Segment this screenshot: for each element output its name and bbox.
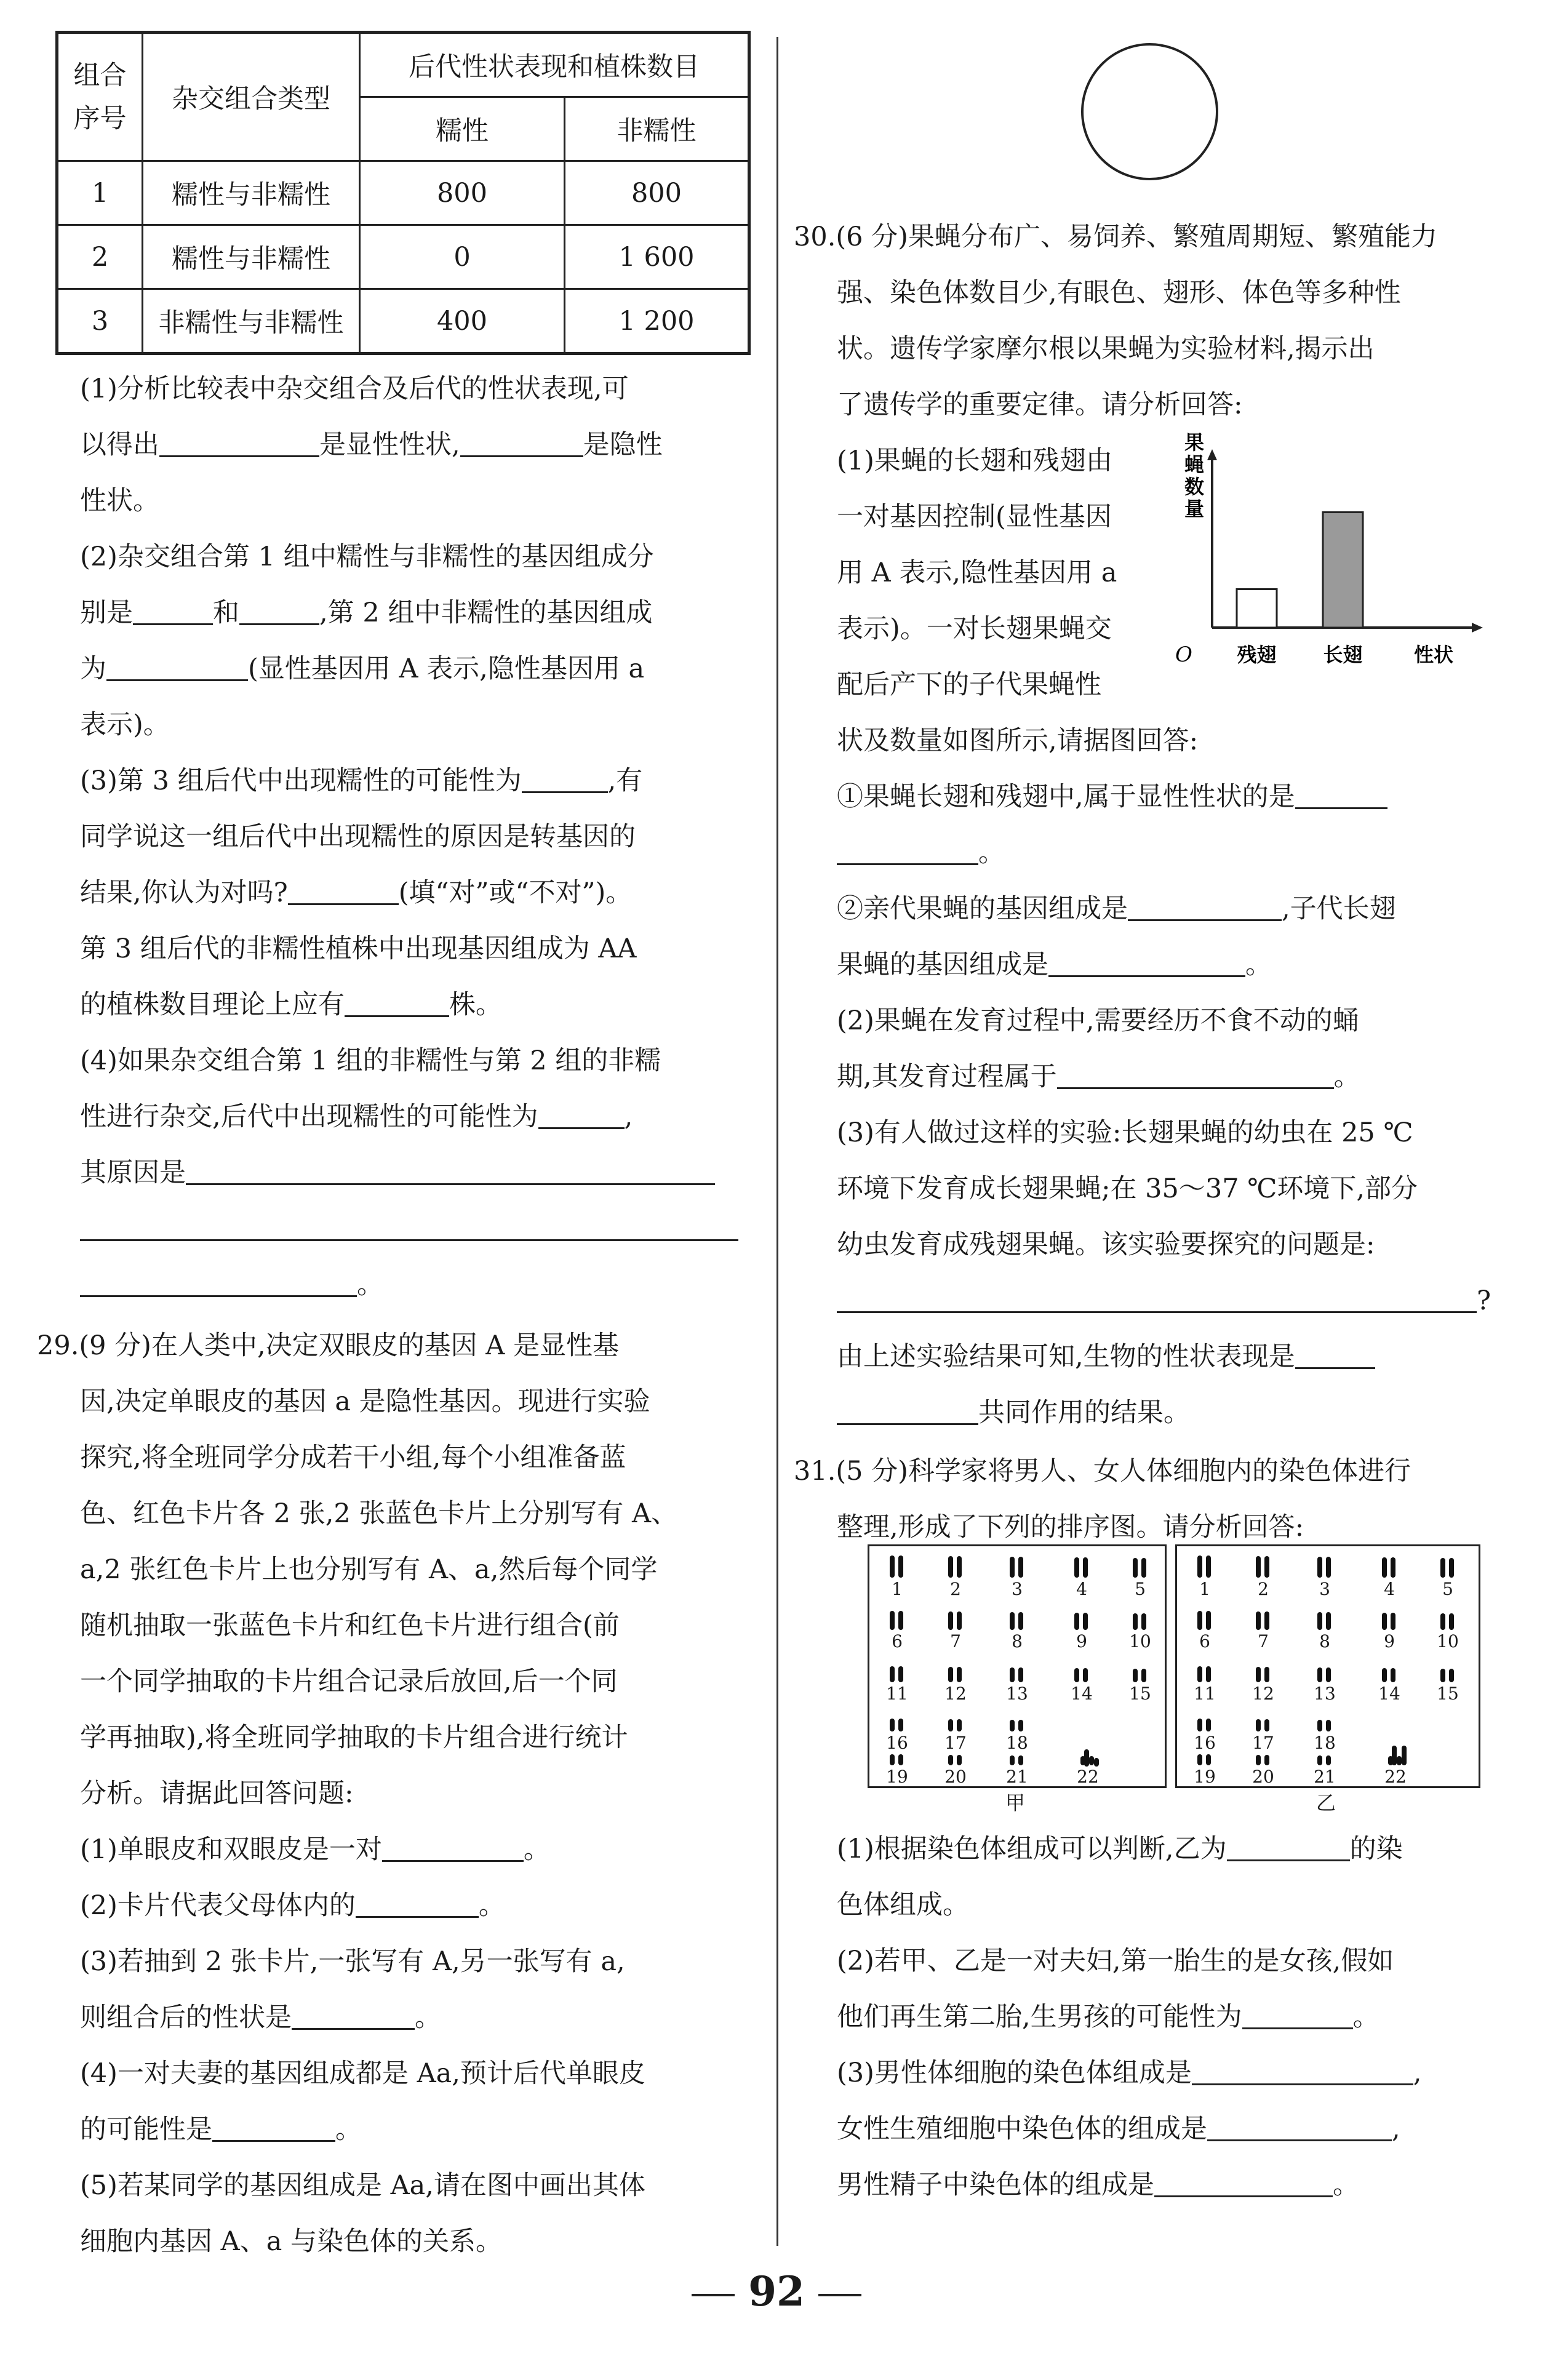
answer-blank[interactable]: [345, 991, 449, 1017]
chromosome-pair: [1252, 1660, 1277, 1685]
y-axis-label: 果: [1184, 431, 1205, 454]
answer-blank[interactable]: [133, 599, 213, 625]
table-row: 2 糯性与非糯性 0 1 600: [57, 225, 749, 289]
karyotype-label-left: 甲: [1005, 1791, 1025, 1815]
sex-chromosomes: [1082, 1749, 1106, 1768]
chromosome-number: 3: [1319, 1579, 1330, 1599]
question-29: 29.(9 分)在人类中,决定双眼皮的基因 A 是显性基 因,决定单眼皮的基因 a 是隐性基因。现进行实验 探究,将全班同学分成若干小组,每个小组准备蓝 色、红色卡片各 2 张,2 张蓝色卡片上分别写有 A、 a,2 张红色卡片上也分别写有 A、a,然后每个同学 随机抽取一张蓝色卡片和红色卡片进行组合(前 一个同学抽取的卡片组合记录后放回,后一个同 学再抽取),将全班同学抽取的卡片组合进行统计 分析。请据此回答问题: (1)单眼皮和双眼皮是一对 。 (2)卡片代表父母体内的 。 (3)若抽到 2 张卡片,一张写有 A,另一张写有 a, 则组合后的性状是 。 (4)一对夫妻的基因组成都是 Aa,预计后代单眼皮 的可能性是 。 (5)若某同学的基因组成是 Aa,请在图中画出其体 细胞内基因 A、a 与染色体的关系。: [37, 1330, 678, 2257]
chromosome-pair: [1378, 1555, 1403, 1580]
answer-blank[interactable]: [1207, 2115, 1392, 2141]
y-axis-arrow: [1207, 449, 1217, 460]
chromosome-pair: [944, 1743, 969, 1768]
chromosome-number: 13: [1314, 1683, 1336, 1704]
column-divider: [777, 37, 778, 2246]
chromosome-pair: [1437, 1608, 1461, 1632]
chromosome-number: 12: [944, 1683, 967, 1704]
chromosome-number: 14: [1378, 1683, 1400, 1704]
chromosome-pair: [944, 1555, 969, 1580]
table-row: 3 非糯性与非糯性 400 1 200: [57, 289, 749, 354]
chromosome-number: 3: [1012, 1579, 1023, 1599]
chromosome-pair: [1071, 1660, 1095, 1685]
chromosome-pair: [1006, 1608, 1031, 1632]
chromosome-number: 8: [1012, 1631, 1023, 1651]
chromosome-number: 21: [1006, 1767, 1028, 1787]
table-header-type: 杂交组合类型: [143, 33, 360, 161]
answer-blank[interactable]: [288, 879, 399, 905]
question-31: (1)根据染色体组成可以判断,乙为 的染 色体组成。 (2)若甲、乙是一对夫妇,第一胎生的是女孩,假如 他们再生第二胎,生男孩的可能性为 。 (3)男性体细胞的染色体组成是 , 女性生殖细胞中染色体的组成是 , 男性精子中染色体的组成是 。: [837, 1834, 1422, 2200]
chromosome-pair: [1252, 1608, 1277, 1632]
chromosome-pair: [1252, 1743, 1277, 1768]
answer-blank[interactable]: [1295, 783, 1387, 809]
y-axis-label: 蝇: [1184, 453, 1205, 476]
chromosome-number: 15: [1129, 1683, 1151, 1704]
genetics-table: [55, 31, 751, 355]
page-number: 92: [748, 2267, 805, 2315]
chromosome-number: 7: [1258, 1631, 1269, 1651]
answer-blank[interactable]: [1227, 1835, 1350, 1861]
y-axis-label: 量: [1184, 497, 1205, 521]
chromosome-pair: [1194, 1660, 1218, 1685]
chromosome-number: 5: [1442, 1579, 1453, 1599]
question-30: 30.(6 分)果蝇分布广、易饲养、繁殖周期短、繁殖能力 强、染色体数目少,有眼色、翅形、体色等多种性 状。遗传学家摩尔根以果蝇为实验材料,揭示出 了遗传学的重要定律。请分析回答: (1)果蝇的长翅和残翅由 一对基因控制(显性基因 用 A 表示,隐性基因用 a 表示)。一对长翅果蝇交 配后产下的子代果蝇性 状及数量如图所示,请据图回答: ①果蝇长翅和残翅中,属于显性性状的是 。 ②亲代果蝇的基因组成是 ,子代长翅 果蝇的基因组成是 。 (2)果蝇在发育过程中,需要经历不食不动的蛹 期,其发育过程属于 。 (3)有人做过这样的实验:长翅果蝇的幼虫在 25 ℃ 环境下发育成长翅果蝇;在 35～37 ℃环境下,部分 幼虫发育成残翅果蝇。该实验要探究的问题是: ? 由上述实验结果可知,生物的性状表现是 共同作用的结果。 31.(5 分)科学家将男人、女人体细胞内的染色体进行 整理,形成了下列的排序图。请分析回答:: [794, 222, 1491, 1543]
chromosome-number: 1: [1199, 1579, 1210, 1599]
chromosome-pair: [1129, 1660, 1154, 1685]
table-header-glutinous: 糯性: [360, 97, 565, 161]
karyotype-label-right: 乙: [1315, 1791, 1336, 1815]
answer-blank[interactable]: [460, 431, 583, 457]
answer-blank[interactable]: [382, 1835, 524, 1862]
chromosome-number: 9: [1384, 1631, 1395, 1651]
chromosome-pair: [1006, 1743, 1031, 1768]
chromosome-pair: [1194, 1709, 1218, 1734]
chromosome-pair: [1314, 1555, 1338, 1580]
chromosome-number: 10: [1129, 1631, 1151, 1651]
table-header-non: 非糯性: [565, 97, 749, 161]
answer-blank[interactable]: [837, 839, 978, 865]
chromosome-pair: [1006, 1660, 1031, 1685]
answer-blank[interactable]: [1057, 1063, 1334, 1089]
bar-long: [1323, 513, 1363, 628]
answer-blank[interactable]: [292, 2003, 415, 2030]
chromosome-number: 13: [1006, 1683, 1028, 1704]
origin-label: O: [1175, 642, 1192, 667]
footer-dash: [692, 2294, 735, 2296]
x-axis-arrow: [1472, 623, 1483, 633]
answer-blank[interactable]: [1242, 2003, 1353, 2029]
chromosome-number: 8: [1319, 1631, 1330, 1651]
chromosome-number: 16: [1194, 1733, 1216, 1753]
chromosome-pair: [1071, 1608, 1095, 1632]
answer-blank[interactable]: [80, 1271, 357, 1297]
chromosome-pair: [1314, 1608, 1338, 1632]
answer-blank[interactable]: [356, 1891, 479, 1918]
answer-blank[interactable]: [837, 1287, 1477, 1313]
chromosome-number: 20: [944, 1767, 967, 1787]
x-axis-label: 性状: [1413, 643, 1454, 666]
table-header-group: 组合 序号: [57, 33, 143, 161]
answer-blank[interactable]: [522, 767, 608, 793]
chromosome-pair: [1006, 1709, 1031, 1734]
answer-blank[interactable]: [239, 599, 319, 625]
chromosome-number: 14: [1071, 1683, 1093, 1704]
karyotype-male: [868, 1544, 1167, 1788]
answer-blank[interactable]: [159, 431, 319, 457]
karyotype-female: [1175, 1544, 1480, 1788]
answer-blank[interactable]: [1128, 895, 1282, 921]
answer-blank[interactable]: [1048, 951, 1245, 977]
y-axis-label: 数: [1184, 475, 1205, 498]
answer-blank[interactable]: [837, 1399, 978, 1425]
chromosome-number: 7: [950, 1631, 961, 1651]
chromosome-number: 2: [950, 1579, 961, 1599]
cell-circle-drawing-area[interactable]: [1081, 43, 1218, 180]
chromosome-number: 6: [1199, 1631, 1210, 1651]
chromosome-pair: [1437, 1555, 1461, 1580]
answer-blank[interactable]: [186, 1159, 715, 1185]
chromosome-pair: [1252, 1555, 1277, 1580]
chromosome-pair: [1378, 1660, 1403, 1685]
chromosome-number: 1: [892, 1579, 903, 1599]
chromosome-number: 16: [886, 1733, 908, 1753]
chromosome-pair: [886, 1660, 911, 1685]
chromosome-pair: [886, 1743, 911, 1768]
chromosome-number: 9: [1076, 1631, 1087, 1651]
chromosome-number: 18: [1006, 1733, 1028, 1753]
chromosome-pair: [1129, 1608, 1154, 1632]
chromosome-number: 22: [1077, 1767, 1099, 1787]
chromosome-number: 17: [1252, 1733, 1274, 1753]
wing-bar-chart: [1169, 431, 1489, 714]
chromosome-number: 5: [1135, 1579, 1146, 1599]
chromosome-number: 4: [1384, 1579, 1395, 1599]
chromosome-number: 2: [1258, 1579, 1269, 1599]
table-row: 1 糯性与非糯性 800 800: [57, 161, 749, 225]
chromosome-pair: [1194, 1743, 1218, 1768]
table-header-offspring: 后代性状表现和植株数目: [360, 33, 749, 97]
sex-chromosomes: [1389, 1743, 1414, 1768]
chromosome-number: 4: [1076, 1579, 1087, 1599]
chromosome-number: 15: [1437, 1683, 1459, 1704]
chromosome-pair: [944, 1660, 969, 1685]
chromosome-pair: [1194, 1555, 1218, 1580]
chromosome-pair: [1314, 1660, 1338, 1685]
chromosome-number: 18: [1314, 1733, 1336, 1753]
answer-blank[interactable]: [212, 2115, 335, 2142]
chromosome-number: 22: [1384, 1767, 1407, 1787]
chromosome-pair: [1129, 1555, 1154, 1580]
footer-dash: [818, 2294, 861, 2296]
chromosome-number: 12: [1252, 1683, 1274, 1704]
chromosome-number: 17: [944, 1733, 967, 1753]
page-footer: [0, 2267, 1553, 2315]
chromosome-pair: [1437, 1660, 1461, 1685]
chromosome-number: 11: [886, 1683, 908, 1704]
chromosome-number: 10: [1437, 1631, 1459, 1651]
chromosome-pair: [1252, 1709, 1277, 1734]
answer-blank[interactable]: [1154, 2171, 1333, 2197]
bar-vestigial: [1237, 589, 1277, 628]
chromosome-pair: [1378, 1608, 1403, 1632]
answer-blank[interactable]: [1192, 2059, 1413, 2085]
left-column: [37, 31, 754, 2270]
chromosome-pair: [1194, 1608, 1218, 1632]
chromosome-pair: [1006, 1555, 1031, 1580]
answer-blank[interactable]: [1295, 1343, 1375, 1369]
chromosome-number: 20: [1252, 1767, 1274, 1787]
x-tick-label: 长翅: [1323, 643, 1363, 666]
chromosome-pair: [1071, 1555, 1095, 1580]
answer-blank[interactable]: [80, 1215, 738, 1241]
chromosome-number: 11: [1194, 1683, 1216, 1704]
chromosome-number: 6: [892, 1631, 903, 1651]
chromosome-pair: [944, 1709, 969, 1734]
answer-blank[interactable]: [106, 655, 248, 681]
chromosome-pair: [886, 1709, 911, 1734]
chromosome-pair: [1314, 1709, 1338, 1734]
chromosome-number: 19: [886, 1767, 908, 1787]
chromosome-pair: [1314, 1743, 1338, 1768]
chromosome-number: 19: [1194, 1767, 1216, 1787]
chromosome-number: 21: [1314, 1767, 1336, 1787]
chromosome-pair: [944, 1608, 969, 1632]
answer-blank[interactable]: [538, 1103, 625, 1129]
x-tick-label: 残翅: [1237, 643, 1277, 666]
chromosome-pair: [886, 1555, 911, 1580]
question-28: (1)分析比较表中杂交组合及后代的性状表现,可 以得出 是显性性状, 是隐性 性状。 (2)杂交组合第 1 组中糯性与非糯性的基因组成分 别是 和 ,第 2 组中非糯性的基因组成 为 (显性基因用 A 表示,隐性基因用 a 表示)。 (3)第 3 组后代中出现糯性的可能性为 ,有 同学说这一组后代中出现糯性的原因是转基因的 结果,你认为对吗? (填“对”或“不对”)。 第 3 组后代的非糯性植株中出现基因组成为 AA 的植株数目理论上应有 株。 (4)如果杂交组合第 1 组的非糯性与第 2 组的非糯 性进行杂交,后代中出现糯性的可能性为 , 其原因是 。: [37, 361, 754, 1313]
chromosome-pair: [886, 1608, 911, 1632]
